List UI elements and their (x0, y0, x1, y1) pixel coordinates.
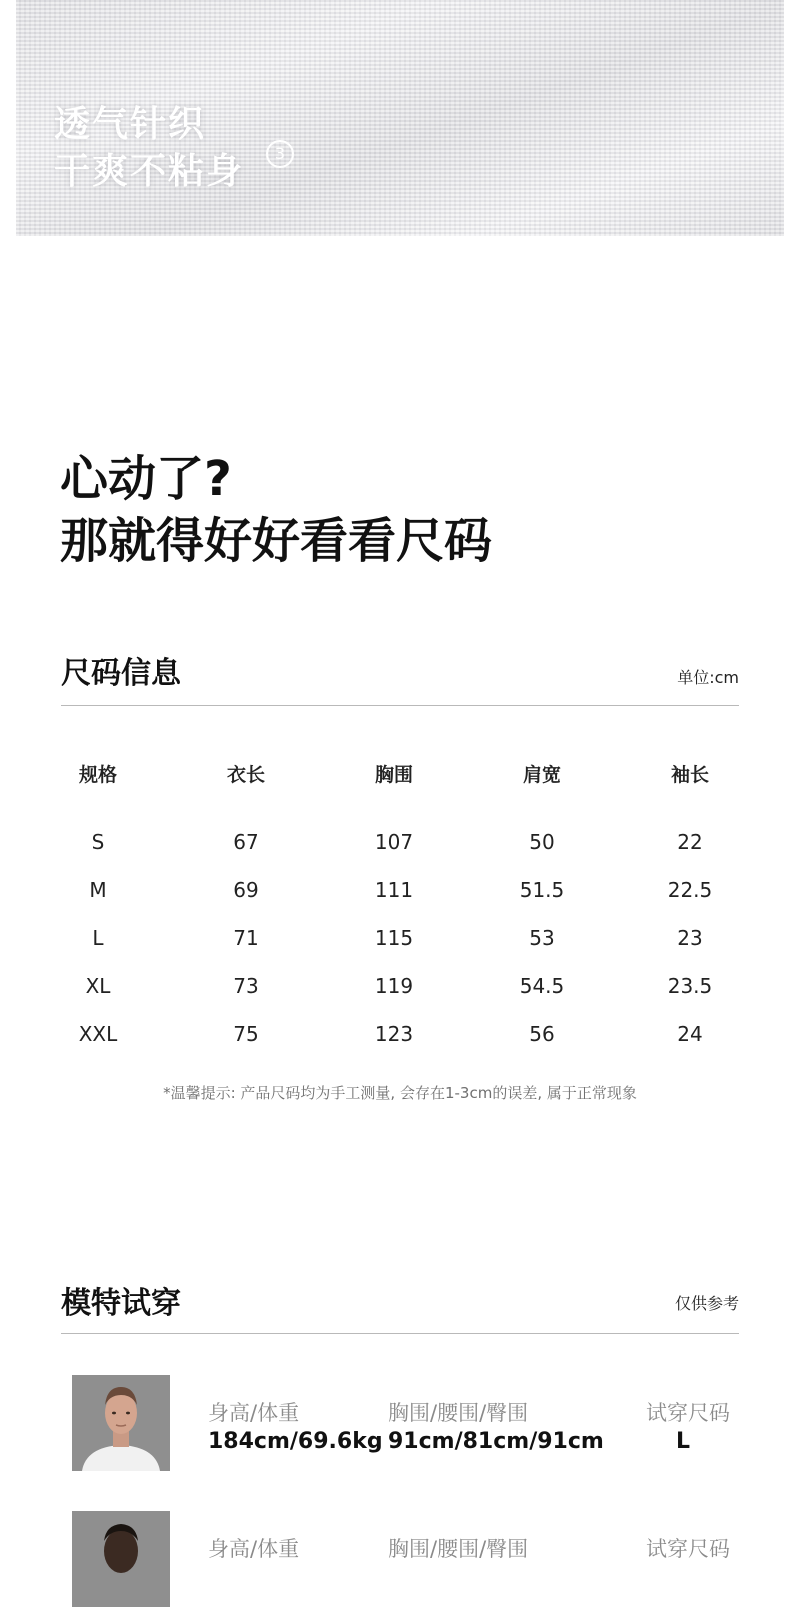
table-cell: 53 (529, 926, 555, 950)
table-cell: 56 (529, 1022, 555, 1046)
table-cell: XL (85, 974, 111, 998)
table-row (24, 818, 764, 866)
height-weight-value: 184cm/69.6kg (208, 1429, 383, 1454)
table-cell: 107 (374, 830, 414, 854)
column-header: 袖长 (670, 763, 709, 786)
column-header: 胸围 (374, 763, 413, 786)
table-row (24, 914, 764, 962)
table-cell: 51.5 (519, 878, 565, 902)
height-weight-label: 身高/体重 (208, 1537, 300, 1561)
hero-title-line1: 透气针织 (54, 104, 207, 145)
size-section-divider (61, 705, 739, 706)
table-cell: 69 (233, 878, 259, 902)
table-cell: 22.5 (667, 878, 713, 902)
bwh-label: 胸围/腰围/臀围 (388, 1401, 529, 1425)
bwh-value: 91cm/81cm/91cm (388, 1429, 604, 1454)
table-cell: L (92, 926, 104, 950)
table-row (24, 962, 764, 1010)
model-section-note: 仅供参考 (674, 1294, 739, 1313)
table-cell: 73 (233, 974, 259, 998)
model-section-title: 模特试穿 (61, 1286, 181, 1321)
table-cell: 111 (374, 878, 414, 902)
table-cell: 119 (374, 974, 414, 998)
table-cell: 23 (677, 926, 703, 950)
table-cell: 115 (374, 926, 414, 950)
table-row (24, 866, 764, 914)
table-cell: M (89, 878, 107, 902)
height-weight-label: 身高/体重 (208, 1401, 300, 1425)
size-table-header (24, 758, 764, 788)
model-card (72, 1511, 752, 1609)
model-photo (72, 1375, 170, 1471)
column-header: 衣长 (226, 763, 265, 786)
model-photo (72, 1511, 170, 1607)
bwh-label: 胸围/腰围/臀围 (388, 1537, 529, 1561)
table-cell: 75 (233, 1022, 259, 1046)
headline-line1: 心动了? (60, 451, 232, 507)
fabric-hero-banner (16, 0, 784, 236)
table-cell: 24 (677, 1022, 703, 1046)
table-cell: 71 (233, 926, 259, 950)
column-header: 规格 (78, 763, 117, 786)
size-table (24, 758, 764, 1058)
headline-line2: 那就得好好看看尺码 (60, 513, 493, 569)
model-section-divider (61, 1333, 739, 1334)
table-cell: 123 (374, 1022, 414, 1046)
table-cell: 23.5 (667, 974, 713, 998)
table-cell: S (91, 830, 105, 854)
try-size-label: 试穿尺码 (646, 1401, 730, 1425)
table-cell: 67 (233, 830, 259, 854)
table-cell: 50 (529, 830, 555, 854)
model-card (72, 1375, 752, 1473)
table-row (24, 1010, 764, 1058)
table-cell: 22 (677, 830, 703, 854)
hero-title-line2: 干爽不粘身 (54, 151, 245, 192)
size-section-title: 尺码信息 (61, 656, 181, 691)
try-size-value: L (676, 1429, 691, 1454)
try-size-label: 试穿尺码 (646, 1537, 730, 1561)
table-cell: 54.5 (519, 974, 565, 998)
column-header: 肩宽 (522, 763, 561, 786)
size-unit-note: 单位:cm (677, 668, 739, 687)
measurement-tip: *温馨提示: 产品尺码均为手工测量, 会存在1-3cm的误差, 属于正常现象 (163, 1084, 637, 1102)
table-cell: XXL (78, 1022, 118, 1046)
hero-number-badge: 3 (266, 140, 294, 168)
